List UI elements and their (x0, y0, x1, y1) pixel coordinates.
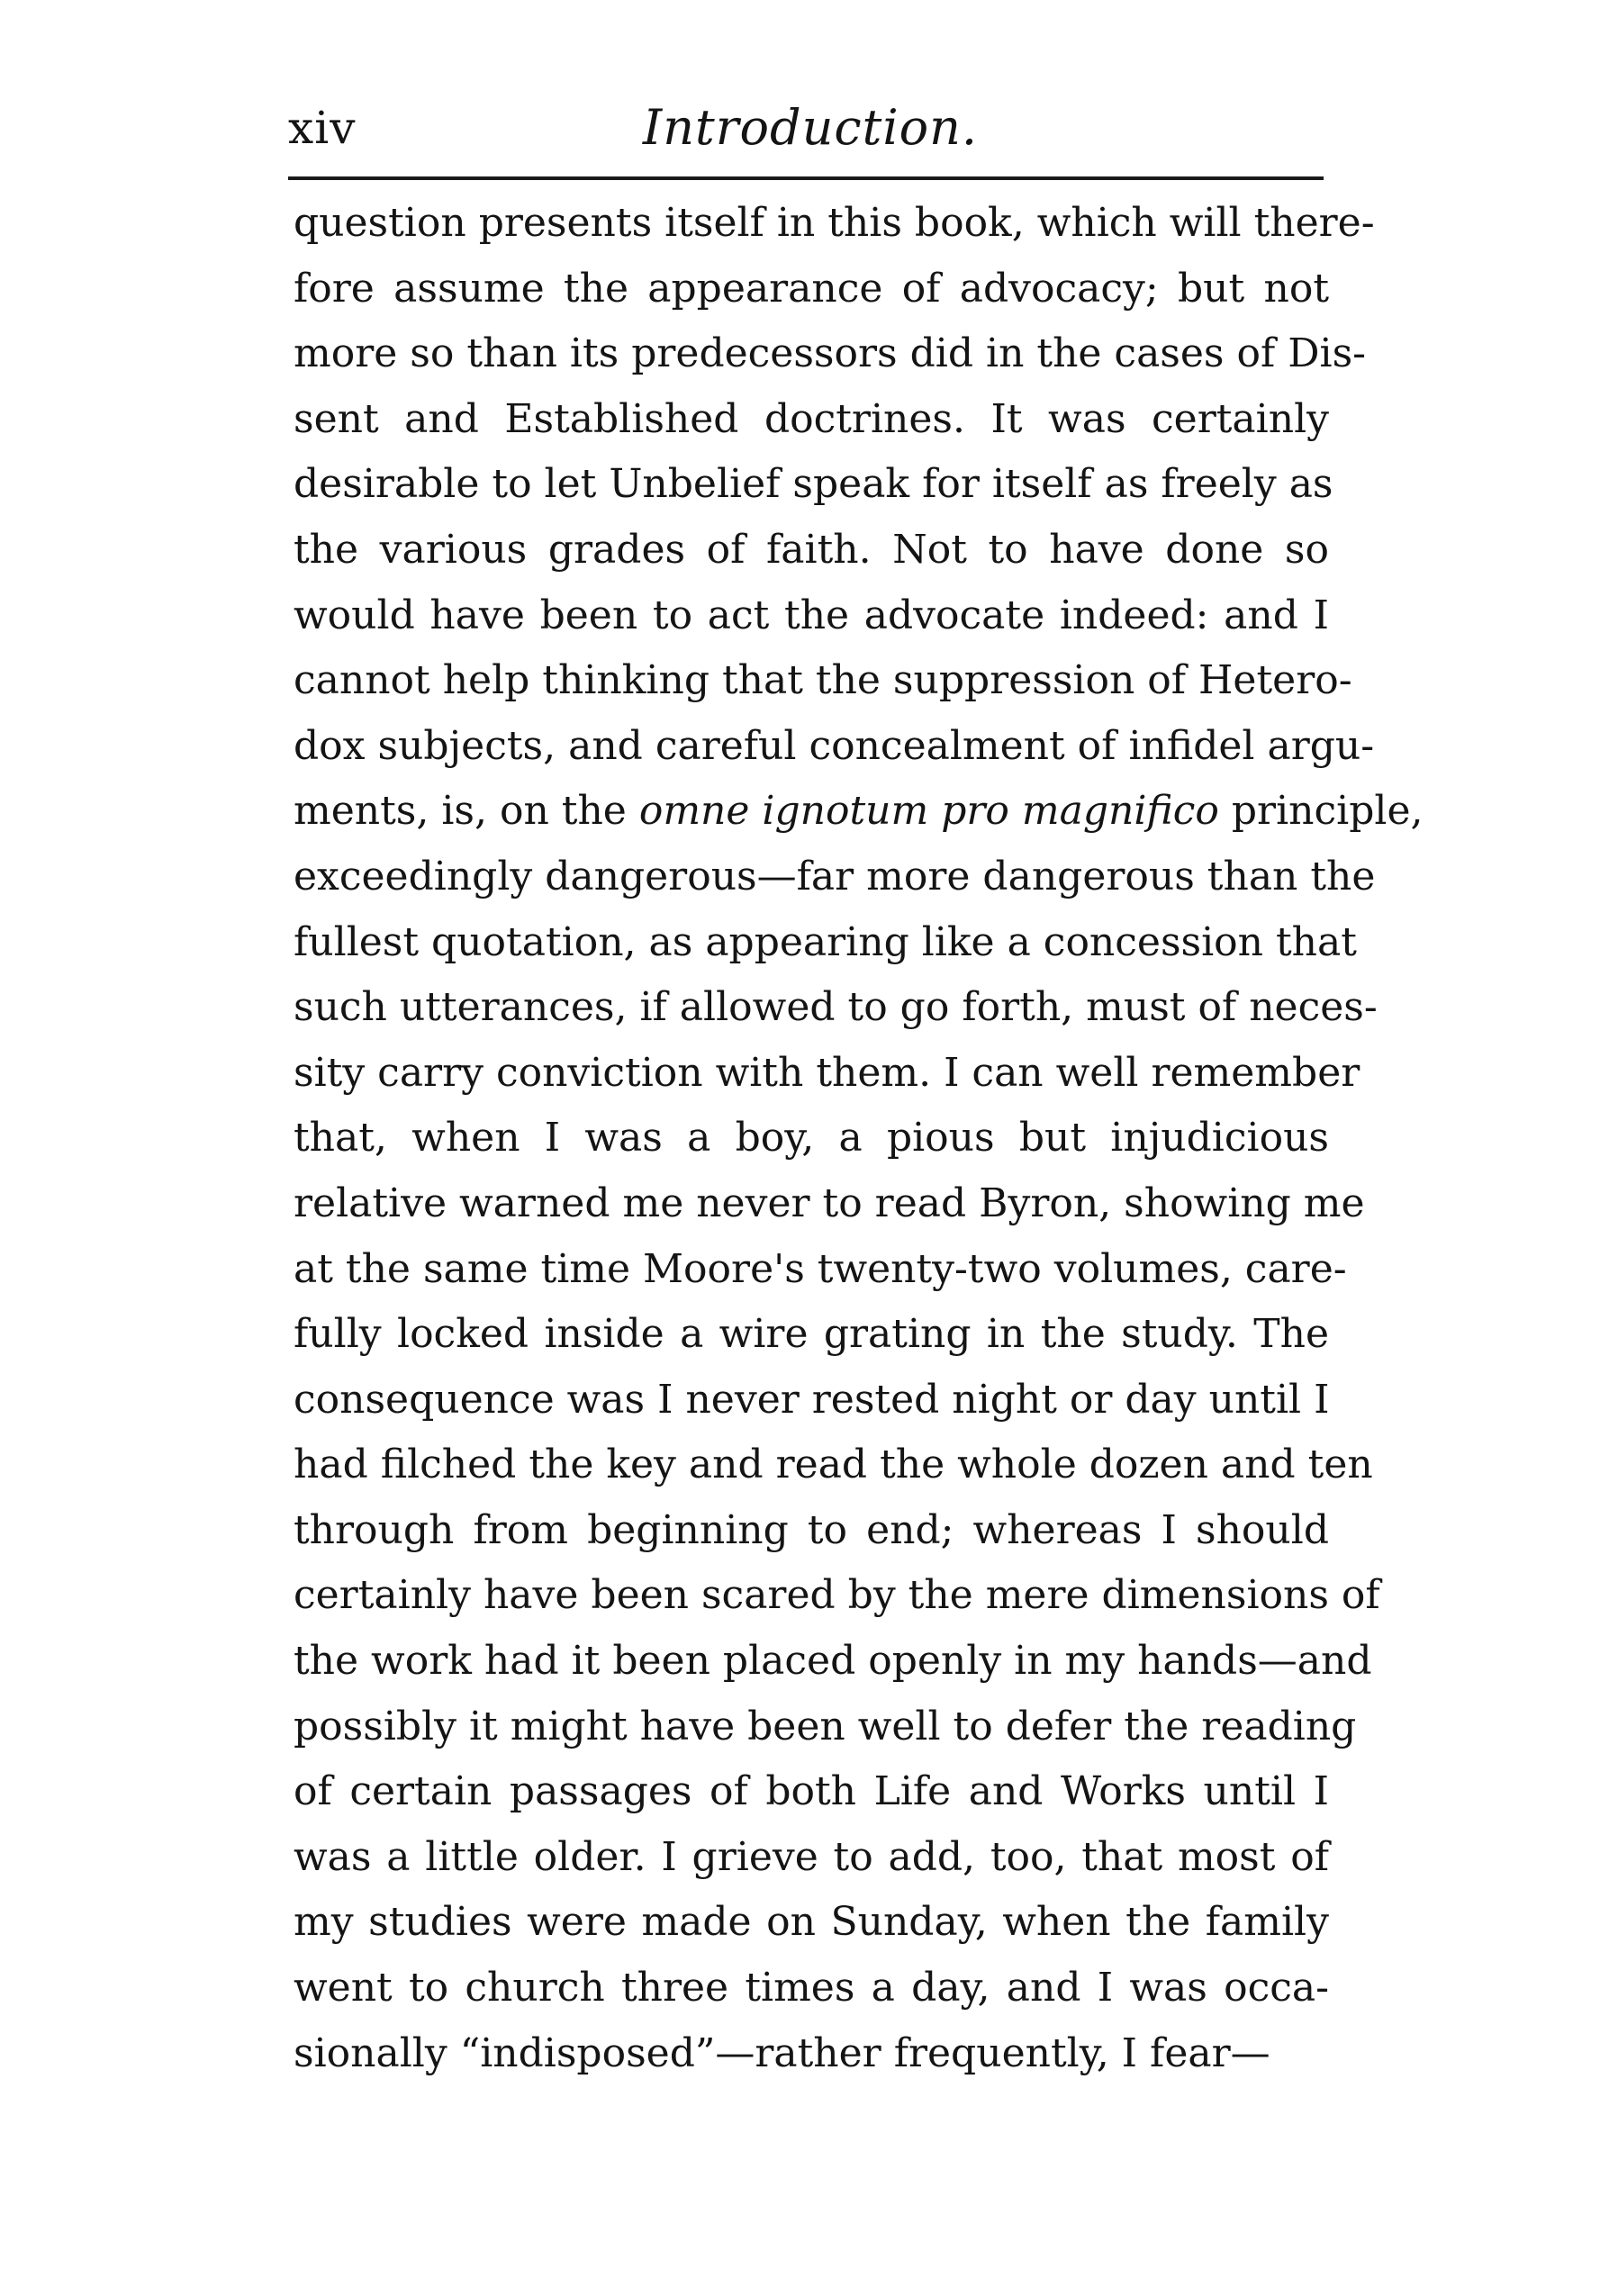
text-line: desirable to let Unbelief speak for itself as freely as (294, 461, 1333, 508)
text-line: dox subjects, and careful concealment of infidel argu- (294, 722, 1375, 769)
text-line: fully locked inside a wire grating in the study. The (294, 1311, 1329, 1358)
text-line: the work had it been placed openly in my hands—and (294, 1638, 1372, 1685)
text-line: through from beginning to end; whereas I should (294, 1506, 1329, 1553)
text-line: at the same time Moore's twenty-two volumes, care- (294, 1245, 1347, 1292)
header-rule (288, 176, 1324, 180)
text-line: relative warned me never to read Byron, showing me (294, 1180, 1365, 1226)
text-line: that, when I was a boy, a pious but injudicious (294, 1115, 1329, 1162)
text-line: was a little older. I grieve to add, too, that most of (294, 1833, 1329, 1880)
text-line: consequence was I never rested night or day until I (294, 1376, 1330, 1423)
text-line: exceedingly dangerous—far more dangerous than the (294, 853, 1376, 899)
text-line: such utterances, if allowed to go forth, must of neces- (294, 984, 1378, 1031)
running-head: Introduction. (642, 99, 979, 156)
text-line: of certain passages of both Life and Works until I (294, 1768, 1329, 1815)
text-line: certainly have been scared by the mere dimensions of (294, 1572, 1380, 1619)
text-line: cannot help thinking that the suppression of Hetero- (294, 657, 1352, 704)
text-line: had filched the key and read the whole dozen and ten (294, 1442, 1373, 1488)
text-line: possibly it might have been well to defer the reading (294, 1703, 1357, 1749)
text-run: principle, (1218, 788, 1424, 835)
text-run: ments, is, on the (294, 788, 639, 835)
text-line: more so than its predecessors did in the cases of Dis- (294, 330, 1367, 377)
text-line: sionally “indisposed”—rather frequently, I fear— (294, 2029, 1270, 2076)
page-number: xiv (288, 102, 357, 154)
text-line: went to church three times a day, and I was occa- (294, 1965, 1329, 2011)
text-line: fore assume the appearance of advocacy; but not (294, 265, 1329, 312)
page-header (288, 101, 1333, 173)
latin-phrase: omne ignotum pro magnifico (638, 788, 1219, 835)
text-line: fullest quotation, as appearing like a concession that (294, 918, 1357, 965)
text-line: sity carry conviction with them. I can well remember (294, 1049, 1360, 1096)
text-line: would have been to act the advocate indeed: and I (294, 592, 1329, 638)
text-line: my studies were made on Sunday, when the family (294, 1899, 1329, 1946)
body-text (294, 191, 1424, 2086)
text-line: sent and Established doctrines. It was certainly (294, 395, 1329, 442)
text-line: the various grades of faith. Not to have done so (294, 526, 1329, 573)
text-line-with-latin (294, 779, 1424, 845)
text-line: question presents itself in this book, which will there- (294, 200, 1375, 246)
